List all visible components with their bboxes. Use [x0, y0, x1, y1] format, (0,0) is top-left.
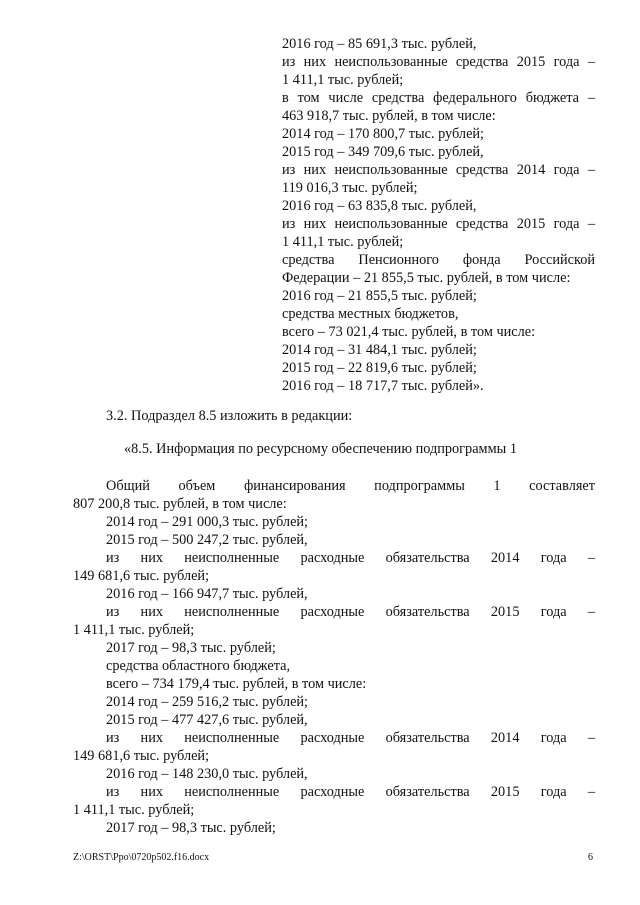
text-line: средства Пенсионного фонда Российской	[282, 252, 595, 268]
text-line: из них неисполненные расходные обязательства 2015 года –	[106, 784, 595, 800]
text-line: 2015 год – 500 247,2 тыс. рублей,	[106, 532, 308, 548]
text-line: 1 411,1 тыс. рублей;	[282, 234, 404, 250]
text-line: 2015 год – 349 709,6 тыс. рублей,	[282, 144, 484, 160]
text-line: 2016 год – 18 717,7 тыс. рублей».	[282, 378, 484, 394]
text-line: из них неиспользованные средства 2014 года –	[282, 162, 595, 178]
text-line: 2017 год – 98,3 тыс. рублей;	[106, 640, 276, 656]
text-line: из них неисполненные расходные обязательства 2014 года –	[106, 730, 595, 746]
text-line: из них неиспользованные средства 2015 года –	[282, 54, 595, 70]
footer-file-path: Z:\ORST\Ppo\0720p502.f16.docx	[73, 852, 210, 863]
text-line: 2016 год – 21 855,5 тыс. рублей;	[282, 288, 477, 304]
text-line: в том числе средства федерального бюджета –	[282, 90, 595, 106]
text-line: 119 016,3 тыс. рублей;	[282, 180, 418, 196]
text-line: 1 411,1 тыс. рублей;	[282, 72, 404, 88]
text-line: 807 200,8 тыс. рублей, в том числе:	[73, 496, 287, 512]
text-line: 1 411,1 тыс. рублей;	[73, 802, 195, 818]
text-line: 2015 год – 477 427,6 тыс. рублей,	[106, 712, 308, 728]
section-heading: «8.5. Информация по ресурсному обеспечению подпрограммы 1	[124, 441, 517, 457]
text-line: 2017 год – 98,3 тыс. рублей;	[106, 820, 276, 836]
text-line: всего – 73 021,4 тыс. рублей, в том числе:	[282, 324, 536, 340]
text-line: из них неиспользованные средства 2015 года –	[282, 216, 595, 232]
text-line: 149 681,6 тыс. рублей;	[73, 748, 210, 764]
text-line: 2016 год – 148 230,0 тыс. рублей,	[106, 766, 308, 782]
text-line: 463 918,7 тыс. рублей, в том числе:	[282, 108, 496, 124]
text-line: 2016 год – 85 691,3 тыс. рублей,	[282, 36, 477, 52]
text-line: всего – 734 179,4 тыс. рублей, в том числе:	[106, 676, 367, 692]
text-line: из них неисполненные расходные обязательства 2015 года –	[106, 604, 595, 620]
text-line: 2014 год – 291 000,3 тыс. рублей;	[106, 514, 309, 530]
text-line: 2014 год – 31 484,1 тыс. рублей;	[282, 342, 477, 358]
text-line: 1 411,1 тыс. рублей;	[73, 622, 195, 638]
text-line: 2016 год – 63 835,8 тыс. рублей,	[282, 198, 477, 214]
text-line: из них неисполненные расходные обязательства 2014 года –	[106, 550, 595, 566]
text-line: 2014 год – 170 800,7 тыс. рублей;	[282, 126, 485, 142]
clause-text: 3.2. Подраздел 8.5 изложить в редакции:	[106, 408, 353, 424]
text-line: 2015 год – 22 819,6 тыс. рублей;	[282, 360, 477, 376]
page-number: 6	[588, 852, 593, 863]
text-line: Федерации – 21 855,5 тыс. рублей, в том числе:	[282, 270, 571, 286]
text-line: 2014 год – 259 516,2 тыс. рублей;	[106, 694, 309, 710]
text-line: средства областного бюджета,	[106, 658, 291, 674]
text-line: средства местных бюджетов,	[282, 306, 459, 322]
text-line: 149 681,6 тыс. рублей;	[73, 568, 210, 584]
text-line: Общий объем финансирования подпрограммы 1 составляет	[106, 478, 595, 494]
text-line: 2016 год – 166 947,7 тыс. рублей,	[106, 586, 308, 602]
